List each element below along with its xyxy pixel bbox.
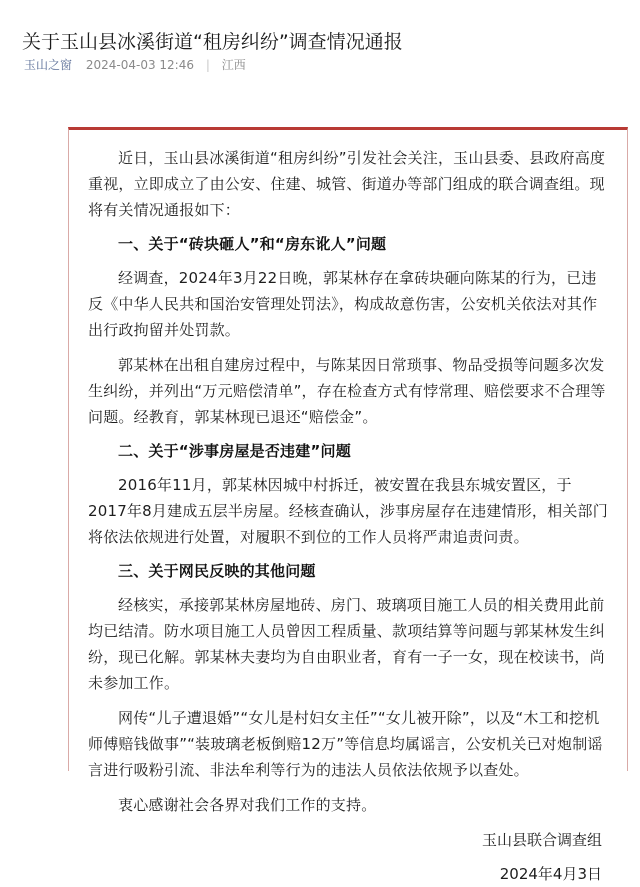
section-heading-2: 二、关于“涉事房屋是否违建”问题 (118, 442, 351, 460)
publish-region: 江西 (221, 58, 246, 72)
thanks-paragraph: 衷心感谢社会各界对我们工作的支持。 (118, 796, 377, 814)
publish-date: 2024-04-03 12:46 (85, 58, 194, 72)
section-heading-1: 一、关于“砖块砸人”和“房东讹人”问题 (118, 235, 387, 253)
section-1-paragraph-2: 郭某林在出租自建房过程中，与陈某因日常琐事、物品受损等问题多次发生纠纷，并列出“万元赔偿清单”，存在检查方式有悖常理、赔偿要求不合理等问题。经教育，郭某林现已退还“赔偿金”。 (88, 356, 606, 426)
section-heading-3: 三、关于网民反映的其他问题 (118, 562, 316, 580)
article-meta (24, 56, 246, 73)
section-3-paragraph-1: 经核实，承接郭某林房屋地砖、房门、玻璃项目施工人员的相关费用此前均已结清。防水项目施工人员曾因工程质量、款项结算等问题与郭某林发生纠纷，现已化解。郭某林夫妻均为自由职业者，育有一子一女，现在校读书，尚未参加工作。 (88, 596, 605, 692)
section-1-paragraph-1: 经调查，2024年3月22日晚，郭某林存在拿砖块砸向陈某的行为，已违反《中华人民共和国治安管理处罚法》，构成故意伤害，公安机关依法对其作出行政拘留并处罚款。 (88, 269, 598, 339)
intro-paragraph: 近日，玉山县冰溪街道“租房纠纷”引发社会关注，玉山县委、县政府高度重视，立即成立了由公安、住建、城管、街道办等部门组成的联合调查组。现将有关情况通报如下： (88, 149, 606, 219)
notice-body (88, 145, 610, 887)
notice-card (68, 127, 628, 883)
section-2-paragraph-1: 2016年11月，郭某林因城中村拆迁，被安置在我县东城安置区，于2017年8月建成五层半房屋。经核查确认，涉事房屋存在违建情形，相关部门将依法依规进行处置，对履职不到位的工作人员将严肃追责问责。 (88, 476, 608, 546)
signature: 玉山县联合调查组 (481, 831, 602, 849)
source-account-link[interactable]: 玉山之窗 (24, 58, 73, 72)
sign-date: 2024年4月3日 (499, 865, 602, 883)
meta-divider: | (205, 58, 210, 72)
article-title: 关于玉山县冰溪街道“租房纠纷”调查情况通报 (22, 30, 403, 53)
section-3-paragraph-2: 网传“儿子遭退婚”“女儿是村妇女主任”“女儿被开除”，以及“木工和挖机师傅赔钱做事”“装玻璃老板倒赔12万”等信息均属谣言，公安机关已对炮制谣言进行吸粉引流、非法牟利等行为的违法人员依法依规予以查处。 (88, 709, 603, 779)
